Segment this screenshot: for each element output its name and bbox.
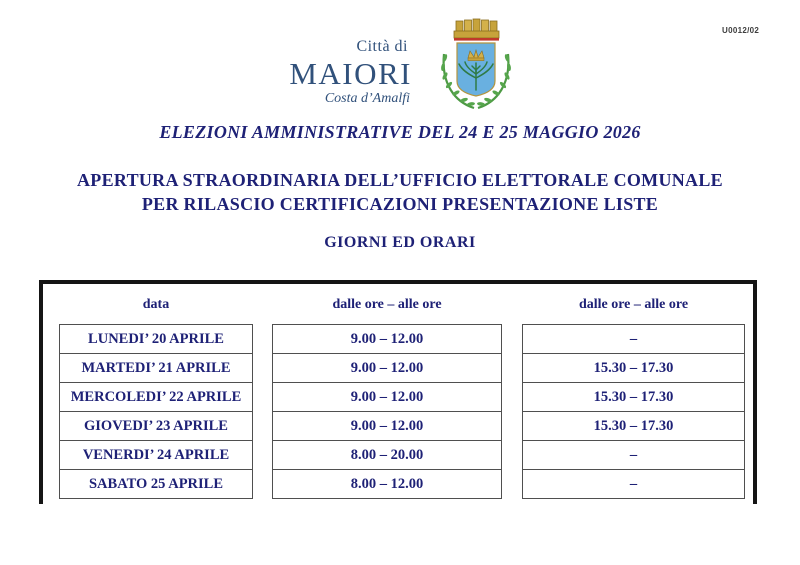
schedule-morning-cell: 9.00 – 12.00 bbox=[272, 353, 502, 383]
section-title: GIORNI ED ORARI bbox=[324, 234, 476, 251]
schedule-morning-cell: 8.00 – 20.00 bbox=[272, 440, 502, 470]
schedule-morning-cell: 9.00 – 12.00 bbox=[272, 324, 502, 354]
schedule-day-cell: VENERDI’ 24 APRILE bbox=[59, 440, 253, 470]
reference-code: U0012/02 bbox=[722, 26, 760, 35]
logo-city-subtitle: Costa d’Amalfi bbox=[324, 91, 410, 106]
column-header-data: data bbox=[142, 297, 170, 312]
document-title: ELEZIONI AMMINISTRATIVE DEL 24 E 25 MAGGIO 2026 bbox=[159, 122, 641, 142]
schedule-afternoon-cell: 15.30 – 17.30 bbox=[522, 382, 745, 412]
schedule-day-cell: GIOVEDI’ 23 APRILE bbox=[59, 411, 253, 441]
schedule-day-cell: SABATO 25 APRILE bbox=[59, 469, 253, 499]
column-header-morning-hours: dalle ore – alle ore bbox=[332, 297, 442, 312]
column-header-afternoon-hours: dalle ore – alle ore bbox=[578, 297, 689, 312]
schedule-afternoon-cell: – bbox=[522, 324, 745, 354]
schedule-afternoon-cell: – bbox=[522, 469, 745, 499]
schedule-column-days bbox=[59, 324, 253, 499]
coat-of-arms-icon bbox=[428, 8, 524, 114]
document-subtitle bbox=[0, 168, 800, 216]
subtitle-line-1: APERTURA STRAORDINARIA DELL’UFFICIO ELETTORALE COMUNALE bbox=[77, 170, 723, 190]
schedule-column-afternoon bbox=[522, 324, 745, 499]
schedule-afternoon-cell: 15.30 – 17.30 bbox=[522, 353, 745, 383]
city-logo-text bbox=[202, 39, 412, 106]
logo-city-pre: Città di bbox=[356, 38, 408, 55]
schedule-afternoon-cell: 15.30 – 17.30 bbox=[522, 411, 745, 441]
subtitle-line-2: PER RILASCIO CERTIFICAZIONI PRESENTAZIONE LISTE bbox=[141, 194, 659, 214]
schedule-morning-cell: 9.00 – 12.00 bbox=[272, 411, 502, 441]
schedule-morning-cell: 9.00 – 12.00 bbox=[272, 382, 502, 412]
schedule-day-cell: MARTEDI’ 21 APRILE bbox=[59, 353, 253, 383]
schedule-column-morning bbox=[272, 324, 502, 499]
schedule-day-cell: MERCOLEDI’ 22 APRILE bbox=[59, 382, 253, 412]
logo-city-name: MAIORI bbox=[289, 56, 412, 91]
schedule-morning-cell: 8.00 – 12.00 bbox=[272, 469, 502, 499]
schedule-afternoon-cell: – bbox=[522, 440, 745, 470]
schedule-day-cell: LUNEDI’ 20 APRILE bbox=[59, 324, 253, 354]
